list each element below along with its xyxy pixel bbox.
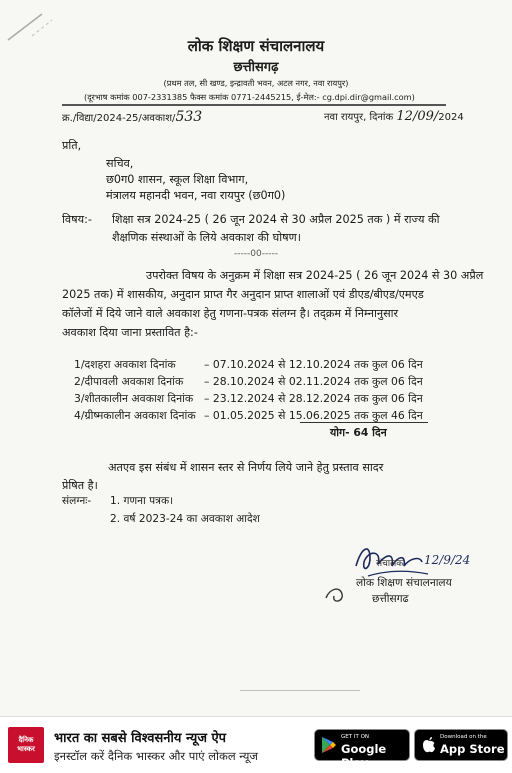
to-label: प्रति, — [62, 139, 82, 152]
subject-label: विषय:- — [62, 213, 92, 226]
subject-line: शैक्षणिक संस्थाओं के लिये अवकाश की घोषण। — [112, 231, 301, 244]
date-handwritten: 12/09/ — [396, 109, 439, 124]
apple-icon — [421, 736, 437, 754]
holiday-number: 4 — [74, 409, 81, 422]
place-date-prefix: नवा रायपुर, दिनांक — [324, 112, 394, 123]
holiday-range: – 01.05.2025 से 15.06.2025 तक कुल 46 दिन — [204, 409, 423, 422]
holiday-range-text: 07.10.2024 से 12.10.2024 तक कुल 06 दिन — [212, 358, 423, 371]
place-date — [324, 109, 464, 124]
holiday-row: 4/ग्रीष्मकालीन अवकाश दिनांक — [74, 409, 196, 422]
ref-prefix: क्र./विद्या/2024-25/अवकाश/ — [62, 113, 176, 124]
app-promo-banner — [0, 716, 512, 773]
holiday-name: दशहरा अवकाश दिनांक — [84, 358, 176, 371]
holiday-range-text: 23.12.2024 से 28.12.2024 तक कुल 06 दिन — [212, 392, 423, 405]
total-rule — [300, 422, 428, 423]
holiday-row: 3/शीतकालीन अवकाश दिनांक — [74, 392, 194, 405]
contact-email: cg.dpi.dir@gmail.com) — [322, 92, 415, 102]
body-line: अवकाश दिया जाना प्रस्तावित है:- — [62, 326, 198, 339]
holiday-row: 1/दशहरा अवकाश दिनांक — [74, 358, 176, 371]
enclosure-item: 1. गणना पत्रक। — [110, 495, 174, 507]
dainik-bhaskar-logo — [8, 727, 44, 763]
holiday-number: 1 — [74, 358, 81, 371]
recipient-line: छ0ग0 शासन, स्कूल शिक्षा विभाग, — [106, 173, 249, 186]
holiday-range-text: 01.05.2025 से 15.06.2025 तक कुल 46 दिन — [212, 409, 423, 422]
holiday-number: 2 — [74, 375, 81, 388]
total-value: 64 दिन — [353, 426, 387, 439]
org-state: छत्तीसगढ़ — [233, 60, 279, 75]
apple-big-text: App Store — [440, 742, 505, 756]
contact-email-label: ई-मेल:- — [296, 92, 320, 102]
body-line: उपरोक्त विषय के अनुक्रम में शिक्षा सत्र 2024-25 ( 26 जून 2024 से 30 अप्रैल — [146, 269, 484, 282]
apple-small-text: Download on the — [440, 734, 487, 740]
page-fold-line — [240, 690, 360, 691]
org-name: लोक शिक्षण संचालनालय — [187, 37, 325, 55]
total-row — [330, 425, 387, 440]
closing-line: प्रेषित है। — [62, 479, 98, 492]
body-line: 2025 तक) में शासकीय, अनुदान प्राप्त गैर अनुदान प्राप्त शालाओं एवं डीएड/बीएड/एमएड — [62, 288, 424, 301]
google-big-text: Google Play — [341, 742, 387, 770]
google-play-button[interactable] — [314, 729, 410, 770]
contact-phone: (दूरभाष कमांक 007-2331385 फैक्स कमांक 0771-2445215, — [84, 92, 294, 102]
stamp-mark — [320, 580, 350, 608]
holiday-name: ग्रीष्मकालीन अवकाश दिनांक — [84, 409, 196, 422]
holiday-range: – 28.10.2024 से 02.11.2024 तक कुल 06 दिन — [204, 375, 423, 388]
google-small-text: GET IT ON — [341, 734, 370, 740]
ref-number-handwritten: 533 — [175, 109, 203, 125]
header-rule — [62, 104, 446, 106]
recipient-line: मंत्रालय महानदी भवन, नवा रायपुर (छ0ग0) — [106, 189, 286, 202]
org-address: (प्रथम तल, सी खण्ड, इन्द्रावती भवन, अटल नगर, नवा रायपुर) — [163, 78, 349, 88]
holiday-range: – 07.10.2024 से 12.10.2024 तक कुल 06 दिन — [204, 358, 423, 371]
holiday-name: दीपावली अवकाश दिनांक — [84, 375, 184, 388]
body-line: कॉलेजों में दिये जाने वाले अवकाश हेतु गणना-पत्रक संलग्न है। तद्क्रम में निम्नानुसार — [62, 307, 399, 320]
signatory-office: लोक शिक्षण संचालनालय — [356, 577, 452, 589]
holiday-range: – 23.12.2024 से 28.12.2024 तक कुल 06 दिन — [204, 392, 423, 405]
subject-line: शिक्षा सत्र 2024-25 ( 26 जून 2024 से 30 अप्रैल 2025 तक ) में राज्य की — [112, 213, 440, 226]
holiday-range-text: 28.10.2024 से 02.11.2024 तक कुल 06 दिन — [212, 375, 423, 388]
sign-date: 12/9/24 — [424, 553, 471, 567]
logo-text: भास्कर — [17, 745, 35, 753]
closing-line: अतएव इस संबंध में शासन स्तर से निर्णय लिये जाने हेतु प्रस्ताव सादर — [108, 461, 384, 474]
enclosure-label: संलग्नः- — [62, 495, 92, 507]
promo-headline: भारत का सबसे विश्वसनीय न्यूज ऐप — [54, 731, 227, 746]
holiday-row: 2/दीपावली अवकाश दिनांक — [74, 375, 184, 388]
sign-role: संचालक — [376, 559, 404, 569]
contact-line — [84, 92, 415, 103]
logo-text: दैनिक — [18, 736, 34, 744]
total-label: योग- — [330, 426, 350, 439]
separator: -----00----- — [234, 249, 278, 259]
signatory-state: छत्तीसगढ — [372, 593, 409, 605]
recipient-line: सचिव, — [106, 157, 134, 170]
holiday-name: शीतकालीन अवकाश दिनांक — [84, 392, 194, 405]
google-play-icon — [321, 736, 337, 754]
app-store-button[interactable] — [414, 729, 508, 761]
enclosure-item: 2. वर्ष 2023-24 का अवकाश आदेश — [110, 513, 260, 525]
holiday-number: 3 — [74, 392, 81, 405]
date-year: 2024 — [438, 112, 464, 123]
promo-subline: इनस्टॉल करें दैनिक भास्कर और पाएं लोकल न्यूज — [54, 749, 258, 763]
reference-number — [62, 109, 202, 125]
